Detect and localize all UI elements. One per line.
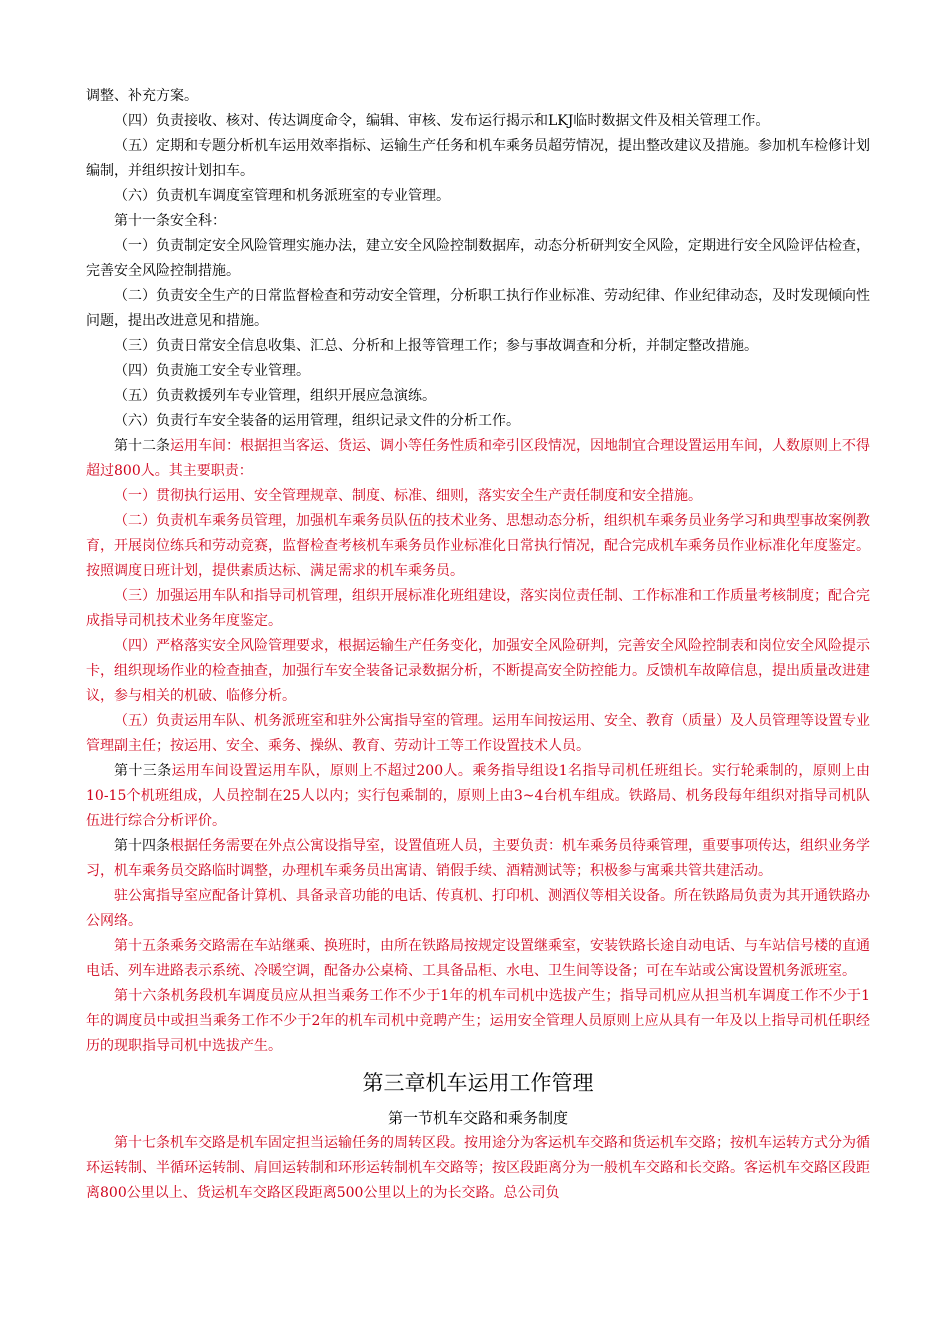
article-12 xyxy=(86,434,870,484)
paragraph-item-6: （六）负责机车调度室管理和机务派班室的专业管理。 xyxy=(114,188,450,204)
article-14-extra: 驻公寓指导室应配备计算机、具备录音功能的电话、传真机、打印机、测酒仪等相关设备。所在铁路局负责为其开通铁路办公网络。 xyxy=(86,888,870,929)
article-11-item-4: （四）负责施工安全专业管理。 xyxy=(114,363,310,379)
article-12-item-2: （二）负责机车乘务员管理，加强机车乘务员队伍的技术业务、思想动态分析，组织机车乘务员业务学习和典型事故案例教育，开展岗位练兵和劳动竞赛，监督检查考核机车乘务员作业标准化日常执行情况，配合完成机车乘务员作业标准化年度鉴定。按照调度日班计划，提供素质达标、满足需求的机车乘务员。 xyxy=(86,513,870,579)
article-13-label: 第十三条 xyxy=(114,763,172,779)
chapter-title: 第三章机车运用工作管理 xyxy=(362,1071,594,1095)
article-12-item-4: （四）严格落实安全风险管理要求，根据运输生产任务变化，加强安全风险研判，完善安全风险控制表和岗位安全风险提示卡，组织现场作业的检查抽查，加强行车安全装备记录数据分析，不断提高安全防控能力。反馈机车故障信息，提出质量改进建议，参与相关的机破、临修分析。 xyxy=(86,638,870,704)
article-14-text: 根据任务需要在外点公寓设指导室，设置值班人员，主要负责：机车乘务员待乘管理，重要事项传达，组织业务学习，机车乘务员交路临时调整，办理机车乘务员出寓请、销假手续、酒精测试等；积极参与寓乘共管共建活动。 xyxy=(86,838,870,879)
article-12-label: 第十二条 xyxy=(114,438,170,454)
article-11-item-5: （五）负责救援列车专业管理，组织开展应急演练。 xyxy=(114,388,436,404)
article-17: 第十七条机车交路是机车固定担当运输任务的周转区段。按用途分为客运机车交路和货运机车交路；按机车运转方式分为循环运转制、半循环运转制、肩回运转制和环形运转制机车交路等；按区段距离分为一般机车交路和长交路。客运机车交路区段距离800公里以上、货运机车交路区段距离500公里以上的为长交路。总公司负 xyxy=(86,1135,870,1201)
article-14 xyxy=(86,834,870,884)
document-page xyxy=(86,84,870,1206)
article-12-item-3: （三）加强运用车队和指导司机管理，组织开展标准化班组建设，落实岗位责任制、工作标准和工作质量考核制度；配合完成指导司机技术业务年度鉴定。 xyxy=(86,588,870,629)
article-13-text: 运用车间设置运用车队，原则上不超过200人。乘务指导组设1名指导司机任班组长。实行轮乘制的，原则上由10-15个机班组成，人员控制在25人以内；实行包乘制的，原则上由3~4台机车组成。铁路局、机务段每年组织对指导司机队伍进行综合分析评价。 xyxy=(86,763,870,829)
section-title: 第一节机车交路和乘务制度 xyxy=(387,1109,568,1127)
article-13 xyxy=(86,759,870,834)
article-15: 第十五条乘务交路需在车站继乘、换班时，由所在铁路局按规定设置继乘室，安装铁路长途自动电话、与车站信号楼的直通电话、列车进路表示系统、冷暖空调，配备办公桌椅、工具备品柜、水电、卫生间等设备；可在车站或公寓设置机务派班室。 xyxy=(86,938,870,979)
paragraph-item-4: （四）负责接收、核对、传达调度命令，编辑、审核、发布运行揭示和LKJ临时数据文件及相关管理工作。 xyxy=(114,113,770,129)
article-12-item-1: （一）贯彻执行运用、安全管理规章、制度、标准、细则，落实安全生产责任制度和安全措施。 xyxy=(114,488,702,504)
paragraph-continuation: 调整、补充方案。 xyxy=(86,88,198,104)
article-12-text: 运用车间：根据担当客运、货运、调小等任务性质和牵引区段情况，因地制宜合理设置运用车间，人数原则上不得超过800人。其主要职责： xyxy=(86,438,870,479)
article-14-label: 第十四条 xyxy=(114,838,170,854)
article-16: 第十六条机务段机车调度员应从担当乘务工作不少于1年的机车司机中选拔产生；指导司机应从担当机车调度工作不少于1年的调度员中或担当乘务工作不少于2年的机车司机中竞聘产生；运用安全管理人员原则上应从具有一年及以上指导司机任职经历的现职指导司机中选拔产生。 xyxy=(86,988,870,1054)
article-11-heading: 第十一条安全科： xyxy=(114,213,226,229)
article-11-item-6: （六）负责行车安全装备的运用管理，组织记录文件的分析工作。 xyxy=(114,413,520,429)
article-11-item-3: （三）负责日常安全信息收集、汇总、分析和上报等管理工作；参与事故调查和分析，并制定整改措施。 xyxy=(114,338,758,354)
paragraph-item-5: （五）定期和专题分析机车运用效率指标、运输生产任务和机车乘务员超劳情况，提出整改建议及措施。参加机车检修计划编制，并组织按计划扣车。 xyxy=(86,138,870,179)
article-11-item-1: （一）负责制定安全风险管理实施办法，建立安全风险控制数据库，动态分析研判安全风险，定期进行安全风险评估检查，完善安全风险控制措施。 xyxy=(86,238,870,279)
article-11-item-2: （二）负责安全生产的日常监督检查和劳动安全管理，分析职工执行作业标准、劳动纪律、作业纪律动态，及时发现倾向性问题，提出改进意见和措施。 xyxy=(86,288,870,329)
article-12-item-5: （五）负责运用车队、机务派班室和驻外公寓指导室的管理。运用车间按运用、安全、教育（质量）及人员管理等设置专业管理副主任；按运用、安全、乘务、操纵、教育、劳动计工等工作设置技术人员。 xyxy=(86,713,870,754)
